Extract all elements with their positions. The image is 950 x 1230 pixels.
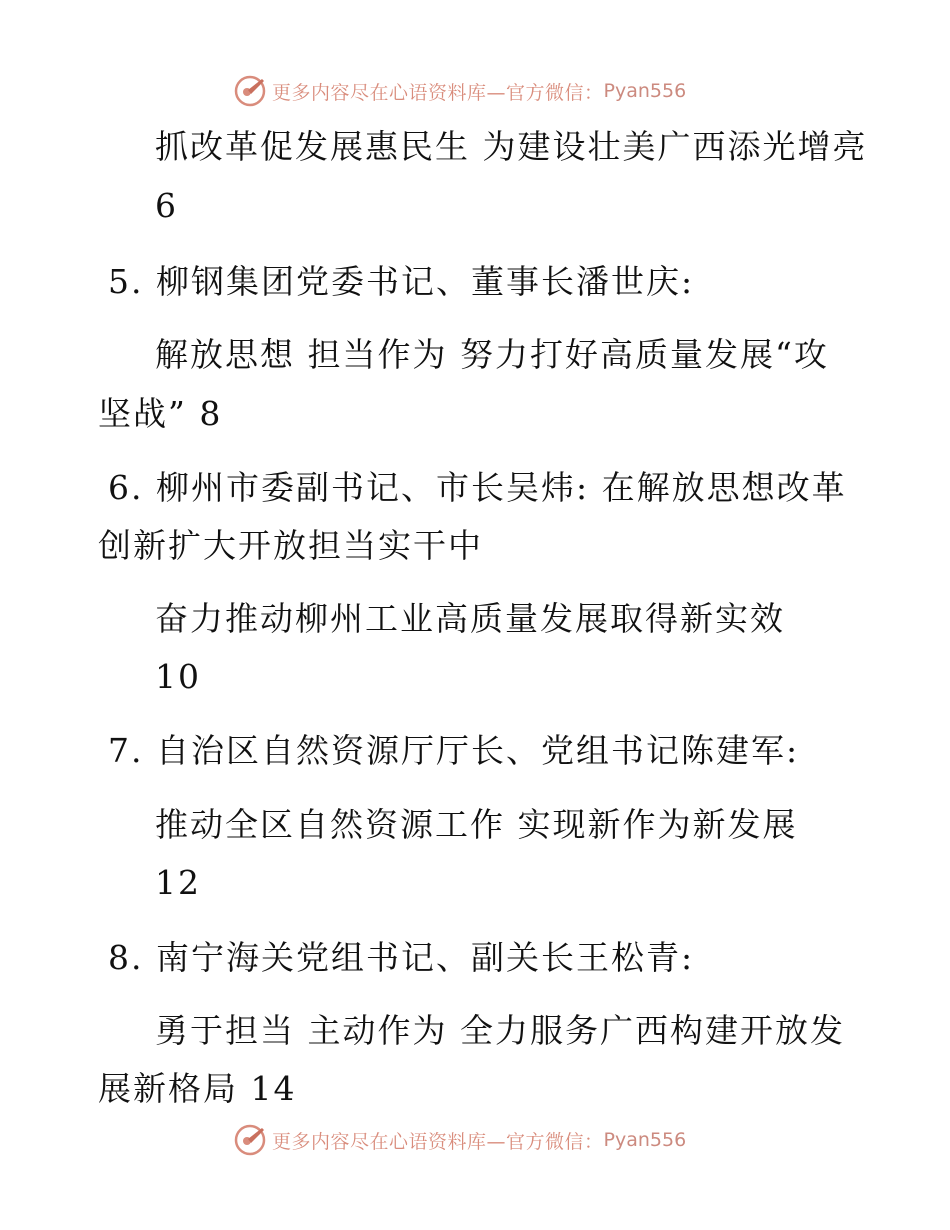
- toc-entry-title-continued: 展新格局 14: [98, 1069, 297, 1108]
- toc-entry-heading-continued: 创新扩大开放担当实干中: [98, 526, 483, 565]
- toc-entry-heading: 5. 柳钢集团党委书记、董事长潘世庆:: [108, 262, 695, 301]
- watermark-id: Pyan556: [603, 80, 687, 102]
- toc-entry-title: 奋力推动柳州工业高质量发展取得新实效: [155, 599, 785, 638]
- watermark-id: Pyan556: [603, 1129, 687, 1151]
- pen-logo-icon: [234, 1124, 266, 1156]
- toc-entry-heading: 8. 南宁海关党组书记、副关长王松青:: [108, 938, 695, 977]
- toc-entry-page: 10: [155, 657, 201, 696]
- watermark-header: [234, 73, 686, 109]
- toc-entry-title: 勇于担当 主动作为 全力服务广西构建开放发: [155, 1011, 845, 1050]
- toc-entry-page: 6: [155, 186, 178, 225]
- toc-entry-title: 推动全区自然资源工作 实现新作为新发展: [155, 805, 798, 844]
- watermark-text: 更多内容尽在心语资料库—官方微信：: [272, 1130, 604, 1153]
- watermark-footer: [234, 1122, 686, 1158]
- toc-entry-title: 抓改革促发展惠民生 为建设壮美广西添光增亮: [155, 127, 868, 166]
- watermark-text: 更多内容尽在心语资料库—官方微信：: [272, 81, 604, 104]
- toc-entry-title: 解放思想 担当作为 努力打好高质量发展“攻: [155, 335, 829, 374]
- toc-entry-heading: 7. 自治区自然资源厅厅长、党组书记陈建军:: [108, 731, 800, 770]
- toc-entry-title-continued: 坚战” 8: [98, 394, 223, 433]
- pen-logo-icon: [234, 75, 266, 107]
- toc-entry-page: 12: [155, 863, 201, 902]
- toc-entry-heading: 6. 柳州市委副书记、市长吴炜: 在解放思想改革: [108, 468, 847, 507]
